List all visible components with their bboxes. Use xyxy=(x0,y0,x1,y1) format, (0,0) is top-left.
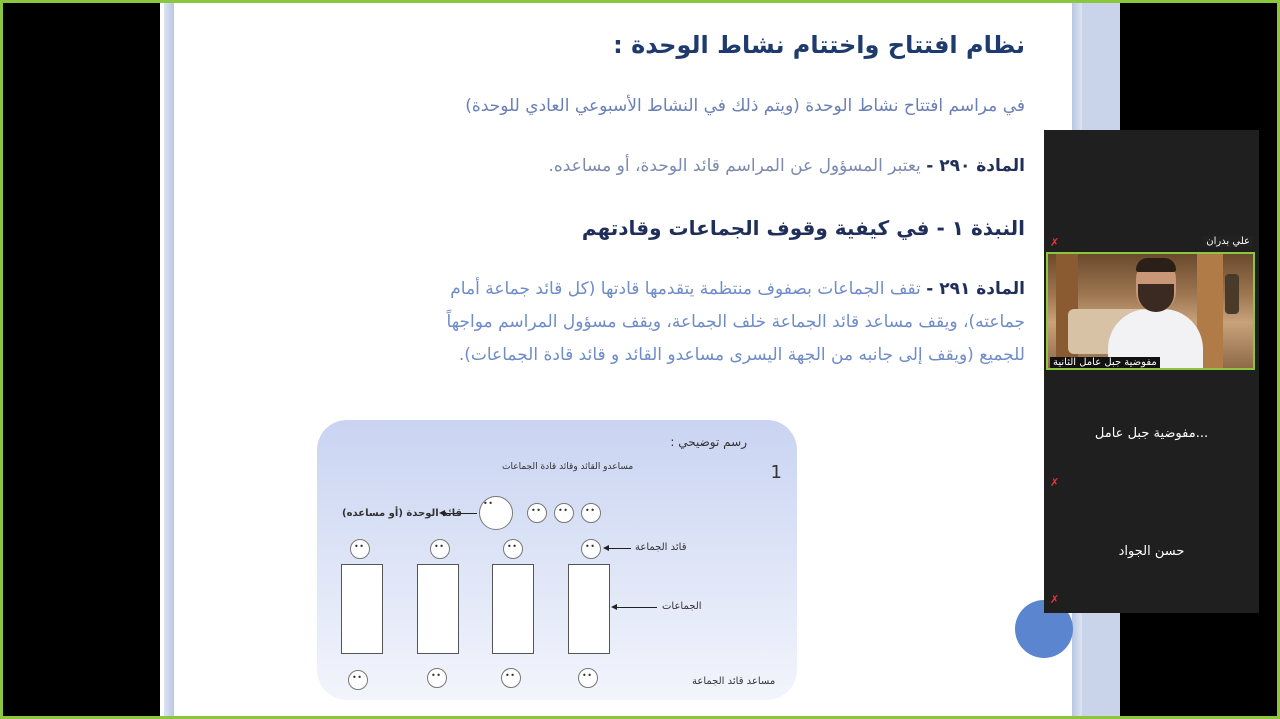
formation-diagram xyxy=(317,420,797,700)
diagram-number: 1 xyxy=(770,462,782,483)
group-column xyxy=(341,564,383,654)
assistant-group-leader-face-icon xyxy=(578,668,598,688)
participant-video xyxy=(1046,252,1255,370)
participant-name: حسن الجواد xyxy=(1118,544,1185,559)
unit-leader-label: قائد الوحدة (أو مساعده) xyxy=(342,508,463,519)
article-291-line3: للجميع (ويقف إلى جانبه من الجهة اليسرى مساعدو القائد و قائد قادة الجماعات). xyxy=(458,345,1025,365)
article-291-line1 xyxy=(450,279,1025,299)
article-291-text-1: تقف الجماعات بصفوف منتظمة يتقدمها قادتها (كل قائد جماعة أمام xyxy=(450,279,921,299)
group-leader-label: قائد الجماعة xyxy=(635,542,687,553)
mic-off-icon: ✗ xyxy=(1050,236,1060,249)
group-leader-face-icon xyxy=(430,539,450,559)
clause-1 xyxy=(582,216,1025,240)
assistants-label: مساعدو القائد وقائد قادة الجماعات xyxy=(502,462,634,472)
participant-tile-2[interactable] xyxy=(1044,378,1259,496)
group-leader-face-icon xyxy=(503,539,523,559)
video-person xyxy=(1136,258,1176,272)
assistant-group-leader-label: مساعد قائد الجماعة xyxy=(692,676,776,687)
group-column xyxy=(492,564,534,654)
participant-name: ...مفوضية جبل عامل xyxy=(1094,426,1209,441)
clause-1-number: النبذة ١ - xyxy=(936,216,1025,240)
participants-panel xyxy=(1044,130,1259,613)
slide-title: نظام افتتاح واختتام نشاط الوحدة : xyxy=(613,31,1025,59)
video-background xyxy=(1225,274,1239,314)
clause-1-text: في كيفية وقوف الجماعات وقادتهم xyxy=(581,216,930,240)
group-leader-face-icon xyxy=(581,539,601,559)
article-291-line2: جماعته)، ويقف مساعد قائد الجماعة خلف الجماعة، ويقف مسؤول المراسم مواجهاً xyxy=(446,312,1025,332)
arrow-icon xyxy=(609,548,631,549)
assistant-face-icon xyxy=(581,503,601,523)
slide-subtitle: في مراسم افتتاح نشاط الوحدة (ويتم ذلك في النشاط الأسبوعي العادي للوحدة) xyxy=(465,96,1025,116)
group-leader-face-icon xyxy=(350,539,370,559)
groups-label: الجماعات xyxy=(662,601,702,612)
mic-off-icon: ✗ xyxy=(1050,593,1060,606)
assistant-group-leader-face-icon xyxy=(501,668,521,688)
assistant-group-leader-face-icon xyxy=(427,668,447,688)
participant-tile-3[interactable] xyxy=(1044,496,1259,613)
article-290-number: المادة ٢٩٠ - xyxy=(926,156,1025,176)
group-column xyxy=(417,564,459,654)
assistant-face-icon xyxy=(527,503,547,523)
mic-off-icon: ✗ xyxy=(1050,476,1060,489)
assistant-group-leader-face-icon xyxy=(348,670,368,690)
article-291-number: المادة ٢٩١ - xyxy=(926,279,1025,299)
slide-left-stripe xyxy=(164,3,174,719)
participant-name: علي بدران xyxy=(1203,236,1253,247)
assistant-face-icon xyxy=(554,503,574,523)
video-caption: مفوضية جبل عامل الثانية xyxy=(1050,357,1160,368)
unit-leader-face-icon xyxy=(479,496,513,530)
group-column xyxy=(568,564,610,654)
participant-tile-self[interactable] xyxy=(1044,230,1259,378)
arrow-icon xyxy=(617,607,657,608)
presentation-slide xyxy=(160,3,1120,719)
article-290 xyxy=(548,156,1025,176)
diagram-heading: رسم توضيحي : xyxy=(670,435,747,449)
article-290-text: يعتبر المسؤول عن المراسم قائد الوحدة، أو مساعده. xyxy=(548,156,921,176)
